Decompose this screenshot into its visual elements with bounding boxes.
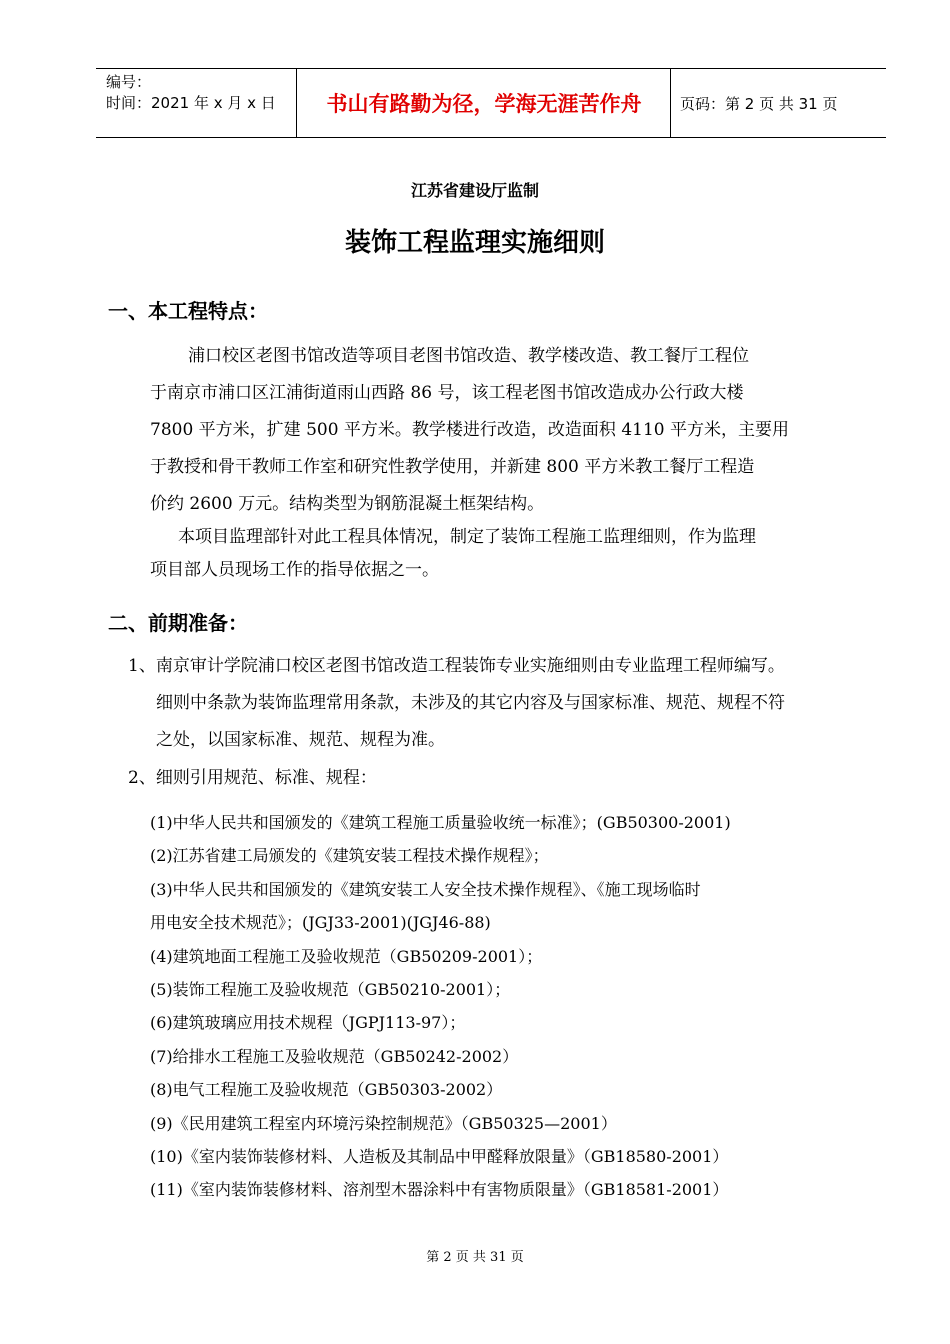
section2-item1: [128, 648, 785, 759]
list-item: (4)建筑地面工程施工及验收规范（GB50209-2001）；: [150, 946, 543, 966]
list-item: (1)中华人民共和国颁发的《建筑工程施工质量验收统一标准》；(GB50300-2001): [150, 813, 731, 832]
section1-paragraph2: [150, 521, 756, 587]
paragraph-line: 之处，以国家标准、规范、规程为准。: [156, 730, 445, 750]
list-item: (3)中华人民共和国颁发的《建筑安装工人安全技术操作规程》、《施工现场临时: [150, 879, 701, 899]
list-item: (10)《室内装饰装修材料、人造板及其制品中甲醛释放限量》（GB18580-2001）: [150, 1147, 729, 1167]
paragraph-line: 本项目监理部针对此工程具体情况，制定了装饰工程施工监理细则，作为监理: [178, 527, 756, 547]
paragraph-line: 于南京市浦口区江浦街道雨山西路 86 号，该工程老图书馆改造成办公行政大楼: [150, 383, 744, 403]
document-title: 装饰工程监理实施细则: [344, 228, 605, 258]
header-divider: [670, 69, 671, 137]
header-meta: [106, 72, 276, 114]
list-item: (5)装饰工程施工及验收规范（GB50210-2001）；: [150, 980, 511, 1000]
section1-paragraph1: [150, 338, 789, 523]
section2-heading: 二、前期准备：: [108, 611, 248, 635]
list-item: (11)《室内装饰装修材料、溶剂型木器涂料中有害物质限量》（GB18581-2001）: [150, 1180, 729, 1200]
list-item: (9)《民用建筑工程室内环境污染控制规范》（GB50325—2001）: [150, 1113, 617, 1133]
paragraph-line: 浦口校区老图书馆改造等项目老图书馆改造、教学楼改造、教工餐厅工程位: [188, 346, 749, 366]
section2-item2: 2、细则引用规范、标准、规程：: [128, 768, 377, 788]
header-divider: [296, 69, 297, 137]
document-subtitle: 江苏省建设厅监制: [410, 181, 539, 200]
list-item: (7)给排水工程施工及验收规范（GB50242-2002）: [150, 1046, 519, 1066]
paragraph-line: 价约 2600 万元。结构类型为钢筋混凝土框架结构。: [150, 494, 545, 514]
paragraph-line: 1、南京审计学院浦口校区老图书馆改造工程装饰专业实施细则由专业监理工程师编写。: [128, 656, 785, 676]
list-item: (6)建筑玻璃应用技术规程（JGPJ113-97）；: [150, 1013, 466, 1033]
section1-heading: 一、本工程特点：: [108, 299, 268, 323]
number-label: 编号：: [106, 73, 152, 91]
list-item: 用电安全技术规范》；(JGJ33-2001)(JGJ46-88): [150, 913, 491, 933]
paragraph-line: 7800 平方米，扩建 500 平方米。教学楼进行改造，改造面积 4110 平方米，主要用: [150, 420, 789, 440]
list-item: (8)电气工程施工及验收规范（GB50303-2002）: [150, 1080, 503, 1100]
header-page-info: 页码：第 2 页 共 31 页: [680, 94, 838, 113]
page-footer: 第 2 页 共 31 页: [426, 1250, 524, 1265]
time-label: 时间：2021 年 x 月 x 日: [106, 94, 276, 112]
paragraph-line: 于教授和骨干教师工作室和研究性教学使用，并新建 800 平方米教工餐厅工程造: [150, 457, 755, 477]
standards-list: [150, 806, 731, 1207]
paragraph-line: 项目部人员现场工作的指导依据之一。: [150, 560, 439, 580]
header-motto: 书山有路勤为径，学海无涯苦作舟: [326, 92, 642, 116]
paragraph-line: 细则中条款为装饰监理常用条款，未涉及的其它内容及与国家标准、规范、规程不符: [156, 693, 785, 713]
page-header: [96, 68, 886, 138]
list-item: (2)江苏省建工局颁发的《建筑安装工程技术操作规程》；: [150, 846, 549, 866]
